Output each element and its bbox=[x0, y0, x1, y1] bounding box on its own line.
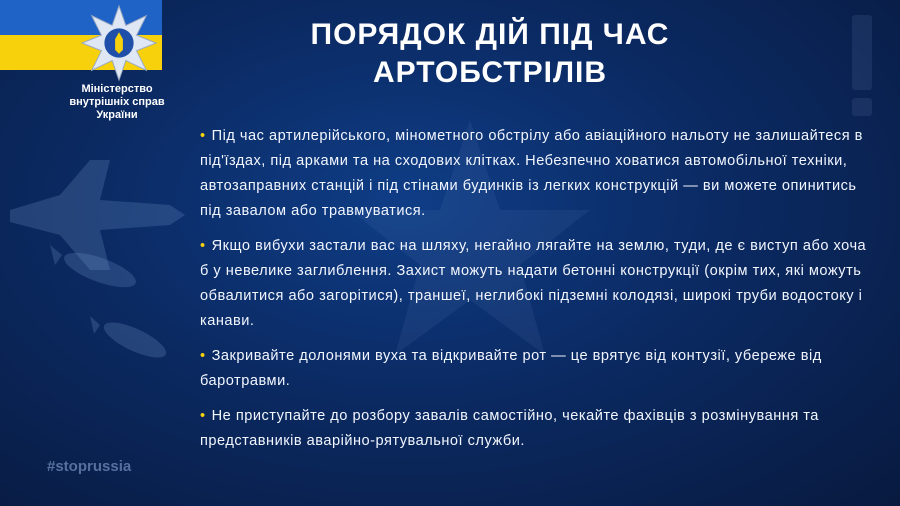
ministry-name bbox=[56, 83, 178, 122]
instructions-list bbox=[200, 124, 870, 464]
mvs-emblem-icon bbox=[80, 4, 158, 82]
exclamation-icon bbox=[852, 15, 872, 116]
title-line: ПОРЯДОК ДІЙ ПІД ЧАС bbox=[310, 18, 670, 51]
bullet-icon: • bbox=[200, 408, 206, 424]
list-item bbox=[200, 124, 870, 224]
title-line: АРТОБСТРІЛІВ bbox=[373, 56, 607, 89]
ministry-line: України bbox=[96, 109, 138, 121]
airplane-icon bbox=[10, 160, 185, 270]
list-item bbox=[200, 234, 870, 334]
page-title bbox=[270, 16, 710, 92]
bullet-icon: • bbox=[200, 348, 206, 364]
item-text: Якщо вибухи застали вас на шляху, негайно лягайте на землю, туди, де є виступ або хоча б у невелике заглиблення. Захист можуть надати бетонні конструкції (окрім тих, які можуть обвалитися або загорітися), траншеї, неглибокі підземні колодязі, широкі труби водостоку і канави. bbox=[200, 238, 867, 329]
ministry-line: внутрішніх справ bbox=[69, 96, 165, 108]
list-item bbox=[200, 344, 870, 394]
item-text: Не приступайте до розбору завалів самостійно, чекайте фахівців з розмінування та представників аварійно-рятувальної служби. bbox=[200, 408, 819, 449]
bullet-icon: • bbox=[200, 238, 206, 254]
bullet-icon: • bbox=[200, 128, 206, 144]
ministry-line: Міністерство bbox=[81, 83, 153, 95]
item-text: Під час артилерійського, мінометного обстрілу або авіаційного нальоту не залишайтеся в під'їздах, під арками та на сходових клітках. Небезпечно ховатися автомобільної техніки, автозаправних станцій і під стінами будинків із легких конструкцій — ви можете опинитись під завалом або травмуватися. bbox=[200, 128, 863, 219]
item-text: Закривайте долонями вуха та відкривайте рот — це врятує від контузії, убереже від баротравми. bbox=[200, 348, 822, 389]
bomb-icon bbox=[90, 316, 170, 365]
hashtag: #stoprussia bbox=[47, 458, 132, 475]
list-item bbox=[200, 404, 870, 454]
